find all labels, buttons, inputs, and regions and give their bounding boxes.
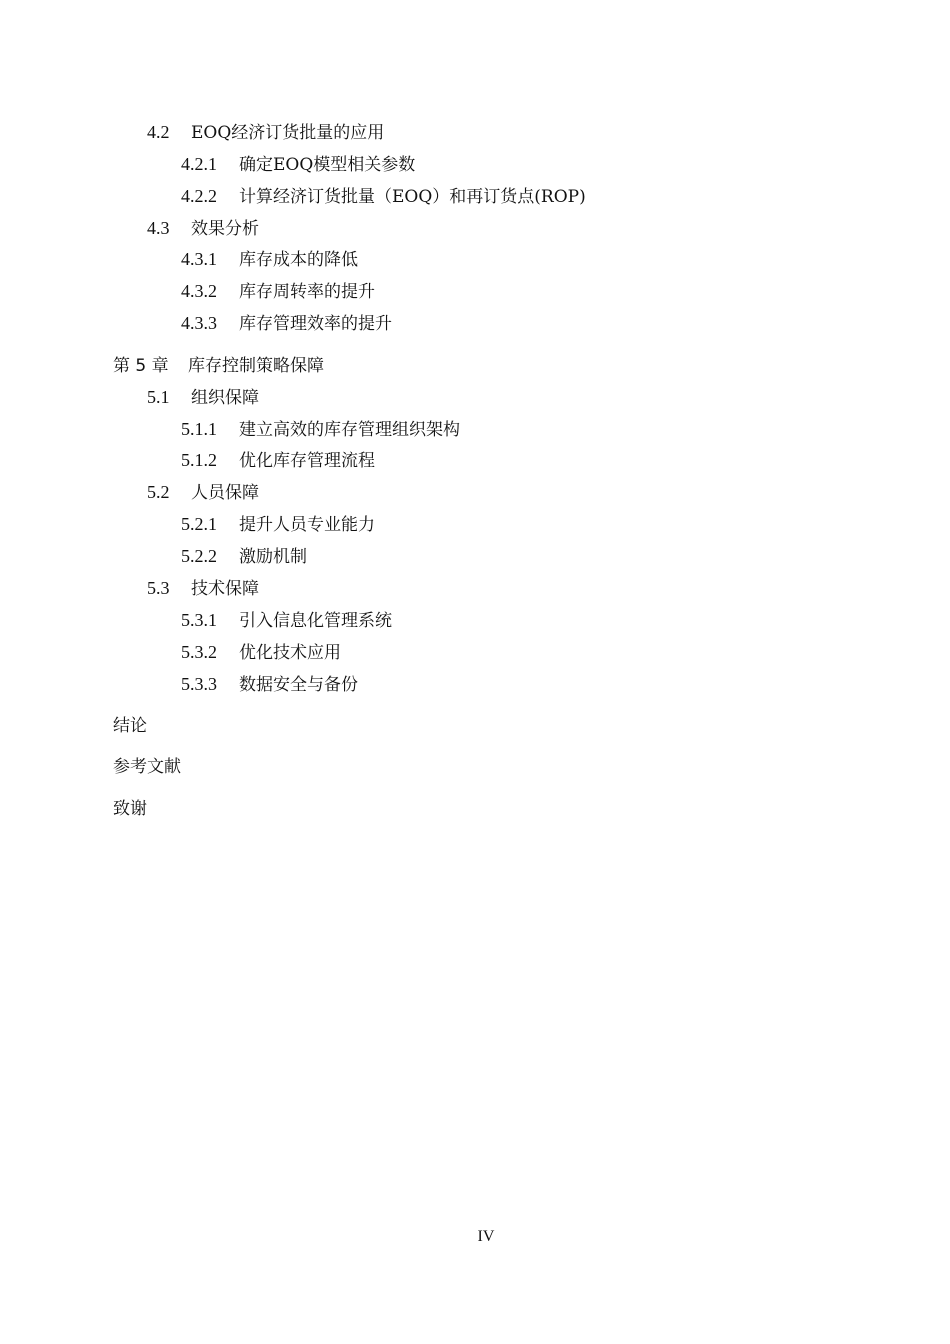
toc-entry-title: 确定EOQ模型相关参数 bbox=[239, 155, 416, 175]
toc-entry-title: EOQ经济订货批量的应用 bbox=[191, 123, 385, 143]
toc-entry-4-2-1[interactable] bbox=[181, 154, 415, 175]
toc-entry-number: 5.2.1 bbox=[181, 514, 217, 534]
toc-entry-title: 组织保障 bbox=[191, 388, 259, 408]
toc-entry-chapter-5[interactable] bbox=[113, 356, 324, 376]
toc-entry-5-3[interactable] bbox=[147, 578, 259, 599]
toc-entry-number: 5.2 bbox=[147, 482, 170, 502]
toc-entry-number: 5.3.1 bbox=[181, 610, 217, 630]
toc-entry-4-2[interactable] bbox=[147, 122, 384, 143]
toc-entry-number: 4.3.1 bbox=[181, 249, 217, 269]
toc-entry-5-2-2[interactable] bbox=[181, 546, 307, 567]
toc-entry-5-2-1[interactable] bbox=[181, 514, 375, 535]
toc-entry-number: 5.1.2 bbox=[181, 450, 217, 470]
toc-entry-5-2[interactable] bbox=[147, 482, 259, 503]
toc-entry-title: 库存成本的降低 bbox=[239, 250, 358, 270]
toc-entry-title: 提升人员专业能力 bbox=[239, 515, 375, 535]
toc-entry-title: 优化技术应用 bbox=[239, 643, 341, 663]
toc-entry-number: 5.3 bbox=[147, 578, 170, 598]
toc-entry-4-3-3[interactable] bbox=[181, 313, 392, 334]
toc-entry-title: 建立高效的库存管理组织架构 bbox=[239, 420, 460, 440]
toc-entry-title: 人员保障 bbox=[191, 483, 259, 503]
toc-entry-number: 5.1 bbox=[147, 387, 170, 407]
toc-entry-number: 5.1.1 bbox=[181, 419, 217, 439]
toc-entry-number: 4.2.2 bbox=[181, 186, 217, 206]
page-number: IV bbox=[477, 1228, 495, 1245]
toc-entry-number: 5.3.2 bbox=[181, 642, 217, 662]
toc-entry-title: 计算经济订货批量（EOQ）和再订货点(ROP) bbox=[239, 187, 586, 207]
toc-entry-title: 数据安全与备份 bbox=[239, 675, 358, 695]
toc-entry-title: 结论 bbox=[113, 716, 147, 736]
toc-entry-number: 4.2.1 bbox=[181, 154, 217, 174]
toc-entry-title: 库存管理效率的提升 bbox=[239, 314, 392, 334]
toc-entry-number: 5.3.3 bbox=[181, 674, 217, 694]
toc-entry-4-3[interactable] bbox=[147, 218, 259, 239]
toc-entry-5-1[interactable] bbox=[147, 387, 259, 408]
toc-entry-number: 4.3 bbox=[147, 218, 170, 238]
toc-entry-title: 库存周转率的提升 bbox=[239, 282, 375, 302]
toc-entry-title: 优化库存管理流程 bbox=[239, 451, 375, 471]
toc-entry-5-1-1[interactable] bbox=[181, 419, 460, 440]
toc-entry-number: 第 5 章 bbox=[113, 356, 169, 376]
toc-entry-title: 参考文献 bbox=[113, 757, 181, 777]
toc-entry-title: 效果分析 bbox=[191, 219, 259, 239]
toc-entry-4-2-2[interactable] bbox=[181, 186, 586, 207]
toc-entry-title: 激励机制 bbox=[239, 547, 307, 567]
toc-entry-4-3-2[interactable] bbox=[181, 281, 375, 302]
toc-entry-5-3-1[interactable] bbox=[181, 610, 392, 631]
toc-entry-title: 库存控制策略保障 bbox=[188, 356, 324, 376]
toc-entry-conclusion[interactable] bbox=[113, 716, 147, 736]
toc-entry-number: 4.2 bbox=[147, 122, 170, 142]
toc-entry-number: 4.3.3 bbox=[181, 313, 217, 333]
toc-entry-5-3-3[interactable] bbox=[181, 674, 358, 695]
toc-entry-title: 致谢 bbox=[113, 799, 147, 819]
toc-entry-title: 技术保障 bbox=[191, 579, 259, 599]
toc-entry-references[interactable] bbox=[113, 757, 181, 777]
toc-entry-number: 5.2.2 bbox=[181, 546, 217, 566]
toc-entry-5-3-2[interactable] bbox=[181, 642, 341, 663]
toc-entry-title: 引入信息化管理系统 bbox=[239, 611, 392, 631]
toc-entry-5-1-2[interactable] bbox=[181, 450, 375, 471]
toc-entry-acknowledgements[interactable] bbox=[113, 799, 147, 819]
toc-entry-4-3-1[interactable] bbox=[181, 249, 358, 270]
toc-entry-number: 4.3.2 bbox=[181, 281, 217, 301]
